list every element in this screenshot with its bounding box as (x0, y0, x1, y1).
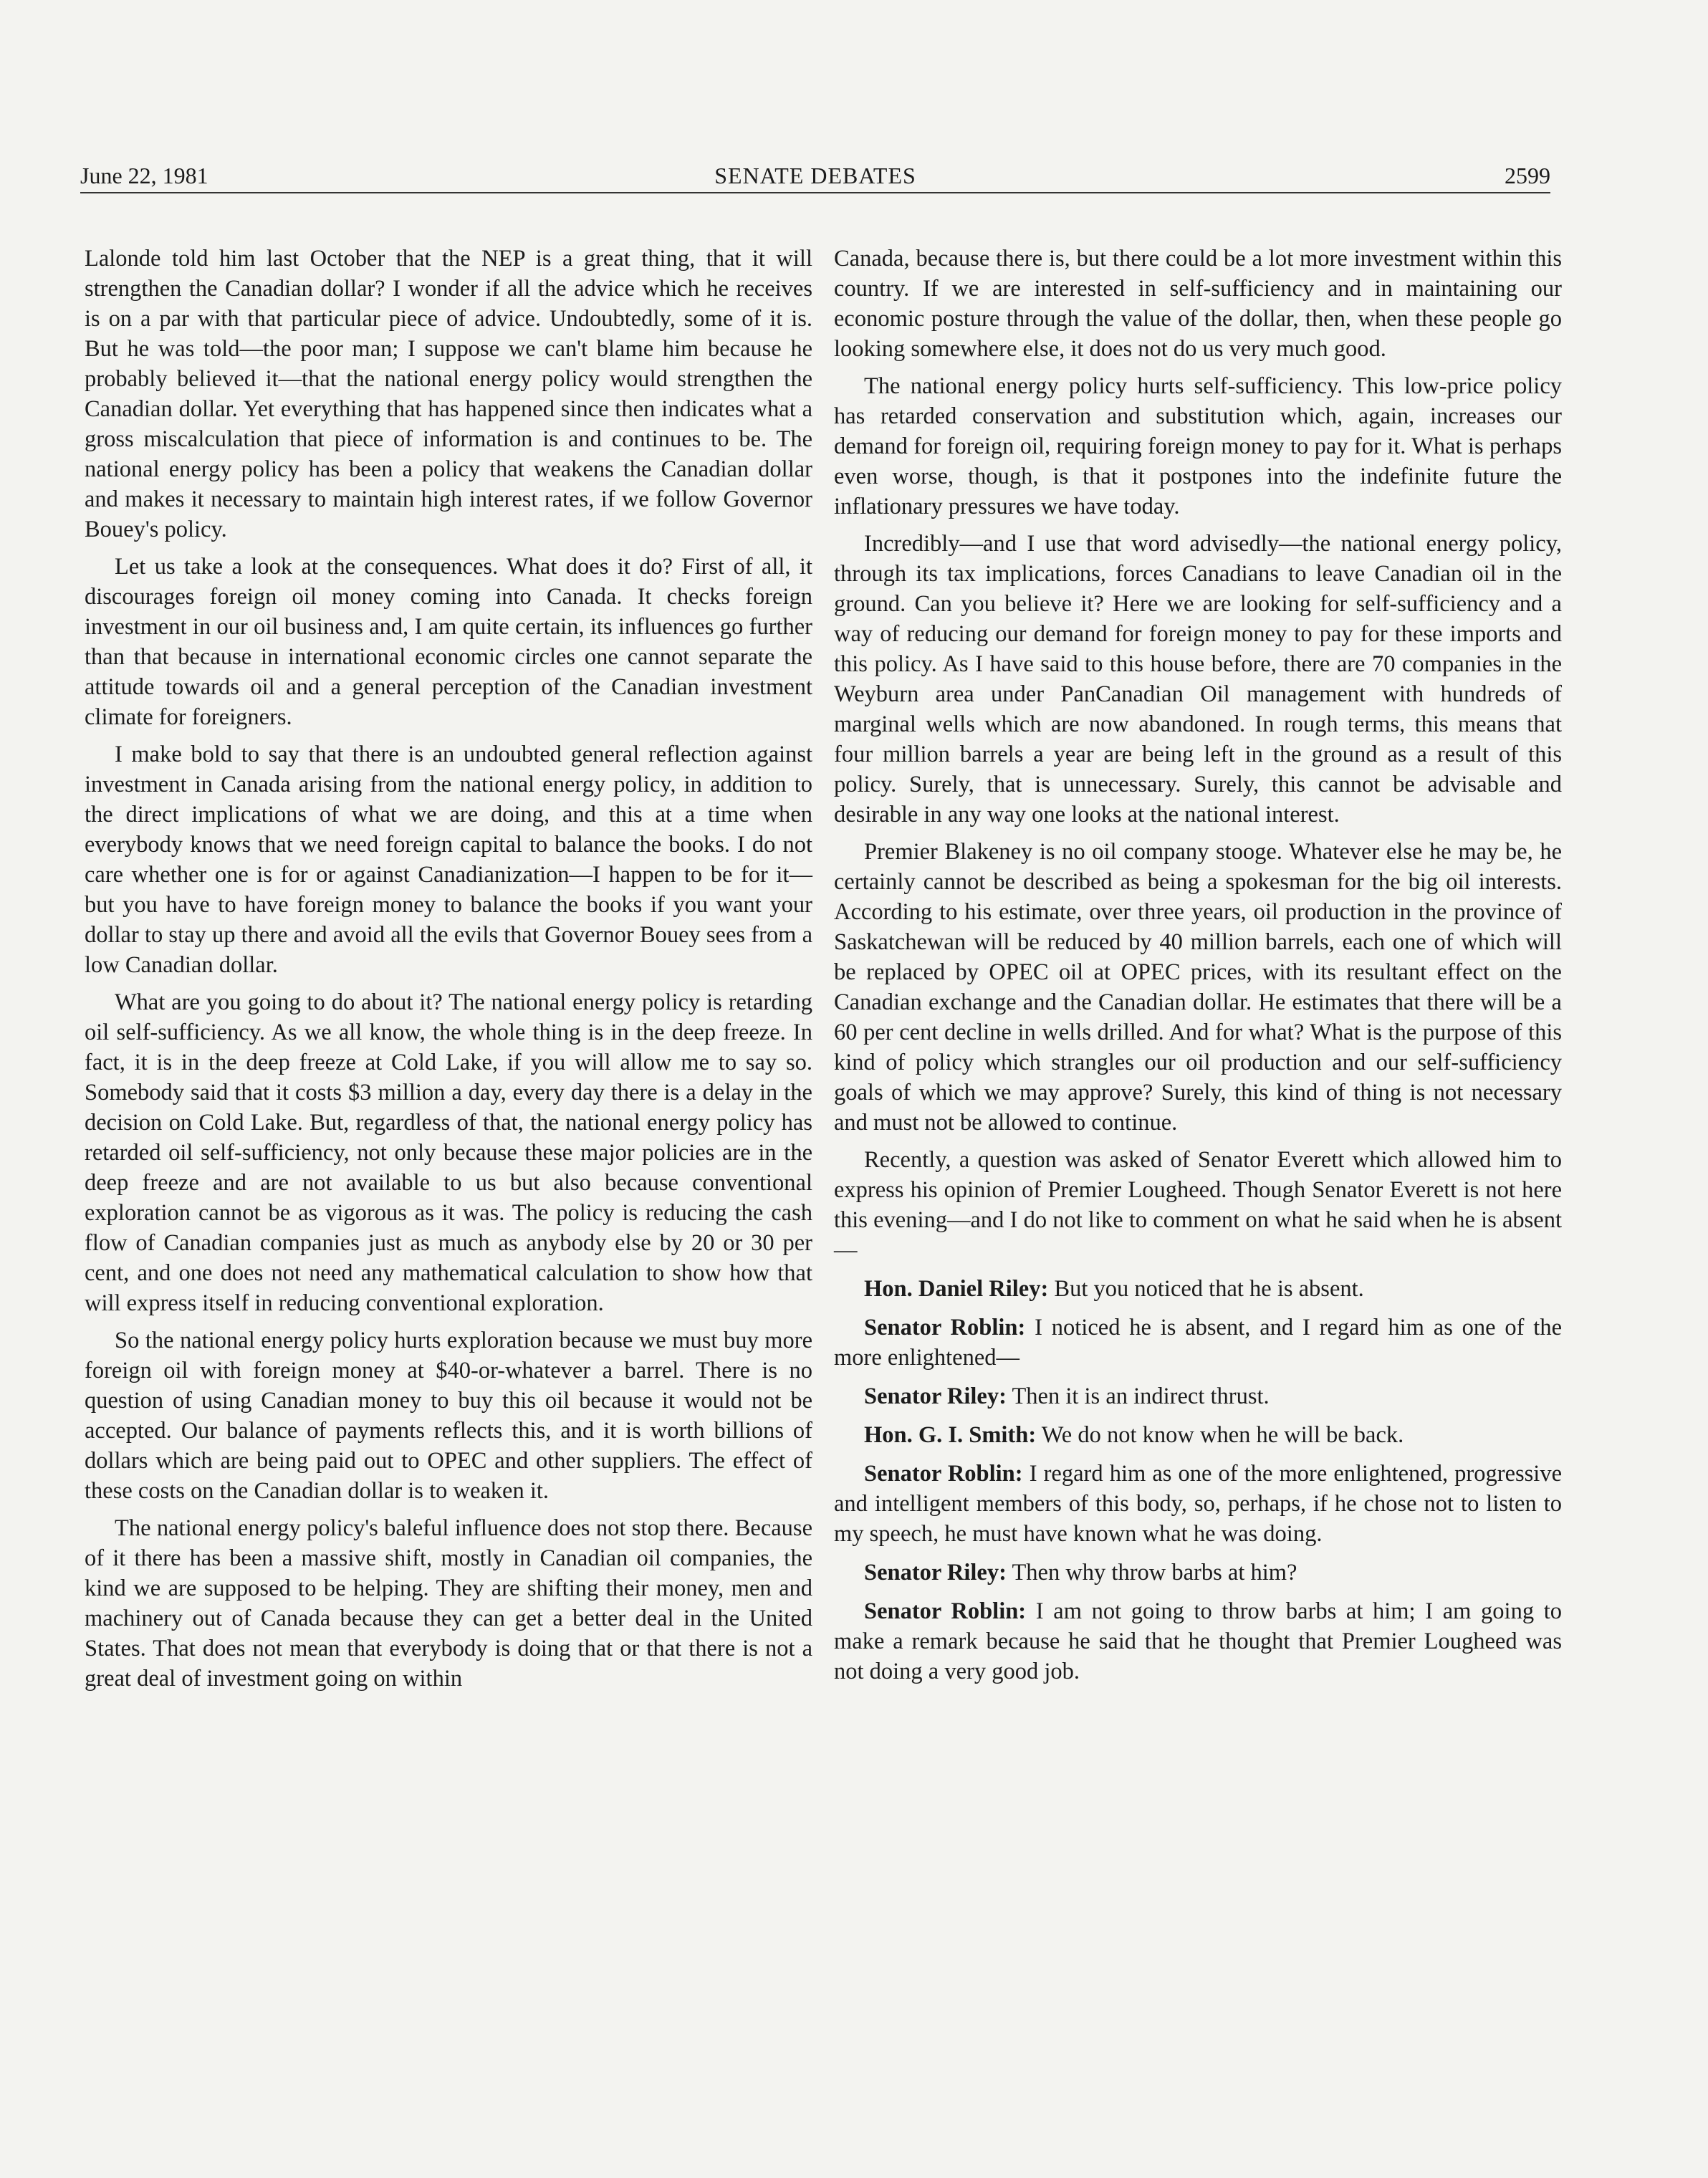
speaker-name: Senator Roblin: (864, 1315, 1026, 1340)
speaker-name: Hon. Daniel Riley: (864, 1276, 1049, 1302)
paragraph: What are you going to do about it? The national energy policy is retarding oil self-sufficiency. As we all know, the whole thing is in the deep freeze. In fact, it is in the deep freeze at Cold Lake, if you will allow me to say so. Somebody said that it costs $3 million a day, every day there is a delay in the decision on Cold Lake. But, regardless of that, the national energy policy has retarded oil self-sufficiency, not only because these major policies are in the deep freeze and are not available to us but also because conventional exploration cannot be as vigorous as it was. The policy is reducing the cash flow of Canadian companies just as much as anybody else by 20 or 30 per cent, and one does not need any mathematical calculation to show how that will express itself in reducing conventional exploration. (85, 989, 812, 1316)
paragraph: Canada, because there is, but there could be a lot more investment within this country. If we are interested in self-sufficiency and in maintaining our economic posture through the value of the dollar, then, when these people go looking somewhere else, it does not do us very much good. (834, 246, 1562, 362)
paragraph: The national energy policy hurts self-sufficiency. This low-price policy has retarded conservation and substitution which, again, increases our demand for foreign oil, requiring foreign money to pay for it. What is perhaps even worse, though, is that it postpones into the indefinite future the inflationary pressures we have today. (834, 373, 1562, 519)
speech-exchange (834, 1381, 1562, 1411)
page-header (80, 163, 1550, 193)
speaker-name: Hon. G. I. Smith: (864, 1422, 1037, 1448)
speech-exchange (834, 1420, 1562, 1450)
speech-text: I noticed he is absent, and I regard him as one of the more enlightened— (834, 1315, 1562, 1371)
speech-text: I regard him as one of the more enlightened, progressive and intelligent members of this body, so, perhaps, if he chose not to listen to my speech, he must have known what he was doing. (834, 1461, 1562, 1547)
speech-text: Then it is an indirect thrust. (1012, 1383, 1270, 1409)
paragraph: Lalonde told him last October that the NEP is a great thing, that it will strengthen the Canadian dollar? I wonder if all the advice which he receives is on a par with that particular piece of advice. Undoubtedly, some of it is. But he was told—the poor man; I suppose we can't blame him because he probably believed it—that the national energy policy would strengthen the Canadian dollar. Yet everything that has happened since then indicates what a gross miscalculation that piece of information is and continues to be. The national energy policy has been a policy that weakens the Canadian dollar and makes it necessary to maintain high interest rates, if we follow Governor Bouey's policy. (85, 246, 812, 542)
speech-text: We do not know when he will be back. (1041, 1422, 1404, 1448)
paragraph: Recently, a question was asked of Senator Everett which allowed him to express his opinion of Premier Lougheed. Though Senator Everett is not here this evening—and I do not like to comment on what he said when he is absent— (834, 1147, 1562, 1263)
paragraph: Let us take a look at the consequences. What does it do? First of all, it discourages foreign oil money coming into Canada. It checks foreign investment in our oil business and, I am quite certain, its influences go further than that because in international economic circles one cannot separate the attitude towards oil and a general perception of the Canadian investment climate for foreigners. (85, 554, 812, 730)
header-title: SENATE DEBATES (714, 163, 916, 188)
speech-exchange (834, 1596, 1562, 1687)
speaker-name: Senator Roblin: (864, 1598, 1027, 1624)
speech-text: I am not going to throw barbs at him; I am going to make a remark because he said that he thought that Premier Lougheed was not doing a very good job. (834, 1598, 1563, 1684)
paragraph: I make bold to say that there is an undoubted general reflection against investment in Canada arising from the national energy policy, in addition to the direct implications of what we are doing, and this at a time when everybody knows that we need foreign capital to balance the books. I do not care whether one is for or against Canadianization—I happen to be for it—but you have to have foreign money to balance the books if you want your dollar to stay up there and avoid all the evils that Governor Bouey sees from a low Canadian dollar. (85, 742, 812, 978)
page-number: 2599 (1505, 163, 1550, 188)
speaker-name: Senator Riley: (864, 1560, 1007, 1585)
header-date: June 22, 1981 (80, 163, 208, 188)
paragraph: The national energy policy's baleful influence does not stop there. Because of it there has been a massive shift, mostly in Canadian oil companies, the kind we are supposed to be helping. They are shifting their money, men and machinery out of Canada because they can get a better deal in the United States. That does not mean that everybody is doing that or that there is not a great deal of investment going on within (85, 1515, 812, 1692)
paragraph: So the national energy policy hurts exploration because we must buy more foreign oil with foreign money at $40-or-whatever a barrel. There is no question of using Canadian money to buy this oil because it would not be accepted. Our balance of payments reflects this, and it is worth billions of dollars which are being paid out to OPEC and other suppliers. The effect of these costs on the Canadian dollar is to weaken it. (85, 1328, 812, 1504)
speech-text: Then why throw barbs at him? (1012, 1560, 1297, 1585)
paragraph: Premier Blakeney is no oil company stooge. Whatever else he may be, he certainly cannot be described as being a spokesman for the big oil interests. According to his estimate, over three years, oil production in the province of Saskatchewan will be reduced by 40 million barrels, each one of which will be replaced by OPEC oil at OPEC prices, with its resultant effect on the Canadian exchange and the Canadian dollar. He estimates that there will be a 60 per cent decline in wells drilled. And for what? What is the purpose of this kind of policy which strangles our oil production and our self-sufficiency goals of which we may approve? Surely, this kind of thing is not necessary and must not be allowed to continue. (834, 839, 1562, 1136)
left-column (85, 244, 812, 1701)
speech-text: But you noticed that he is absent. (1054, 1276, 1364, 1302)
speaker-name: Senator Riley: (864, 1383, 1007, 1409)
speech-exchange (834, 1558, 1562, 1588)
speech-exchange (834, 1274, 1562, 1304)
right-column (834, 244, 1562, 1695)
paragraph: Incredibly—and I use that word advisedly—the national energy policy, through its tax implications, forces Canadians to leave Canadian oil in the ground. Can you believe it? Here we are looking for self-sufficiency and a way of reducing our demand for foreign money to pay for these imports and this policy. As I have said to this house before, there are 70 companies in the Weyburn area under PanCanadian Oil management with hundreds of marginal wells which are now abandoned. In rough terms, this means that four million barrels a year are being left in the ground as a result of this policy. Surely, that is unnecessary. Surely, this cannot be advisable and desirable in any way one looks at the national interest. (834, 531, 1562, 827)
speech-exchange (834, 1313, 1562, 1373)
speaker-name: Senator Roblin: (864, 1461, 1023, 1487)
speech-exchange (834, 1459, 1562, 1549)
